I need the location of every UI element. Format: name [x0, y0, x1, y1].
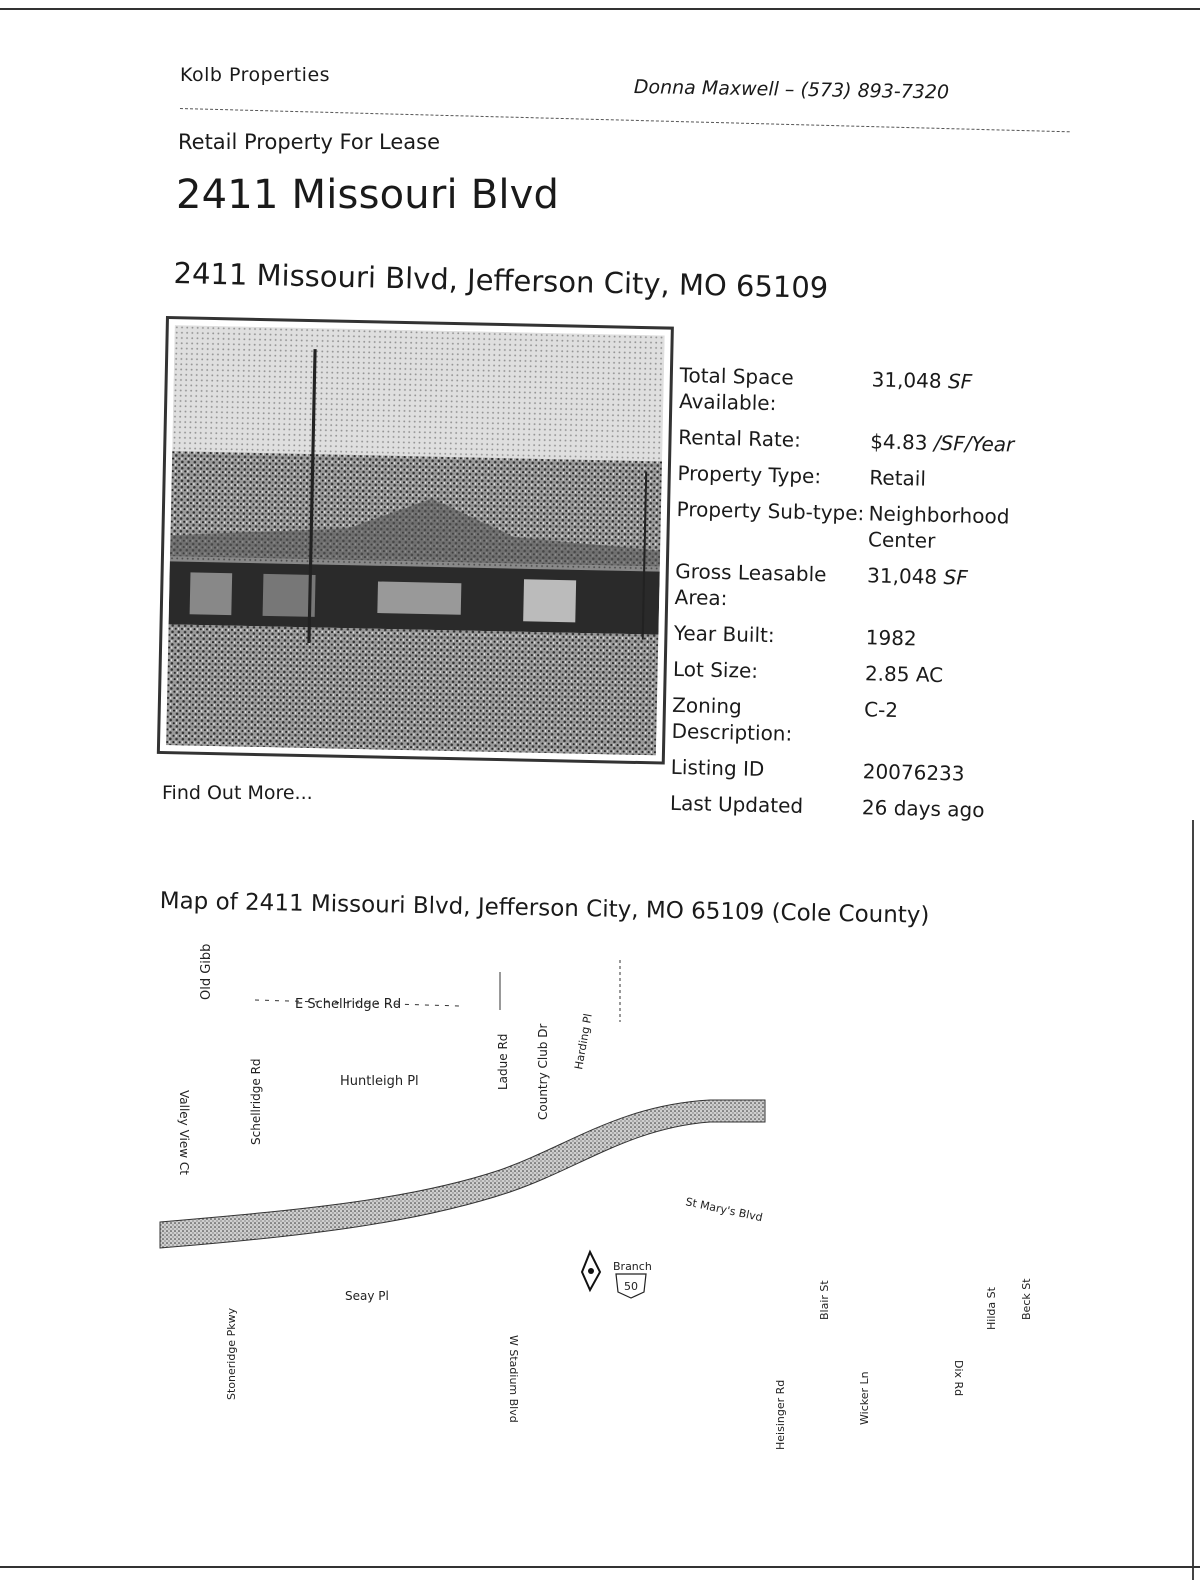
detail-row-year-built — [674, 620, 1034, 654]
location-marker-icon — [582, 1252, 600, 1290]
page-right-border — [1192, 820, 1194, 1580]
detail-row-lot-size — [673, 656, 1033, 690]
detail-row-last-updated — [670, 790, 1030, 824]
street-label-w-stadium: W Stadium Blvd — [507, 1335, 520, 1423]
detail-row-property-type — [677, 460, 1037, 494]
route-shield-icon — [616, 1274, 646, 1298]
street-label-e-schellridge: E Schellridge Rd — [295, 997, 402, 1012]
street-label-wicker: Wicker Ln — [858, 1371, 871, 1425]
detail-label: Last Updated — [669, 790, 804, 818]
detail-label: Year Built: — [673, 620, 775, 648]
street-label-old-gibb: Old Gibb — [199, 943, 214, 1000]
street-map[interactable] — [150, 930, 1050, 1540]
property-details — [669, 362, 1039, 834]
branch-label: Branch — [613, 1260, 652, 1273]
header-divider — [180, 108, 1070, 132]
property-address: 2411 Missouri Blvd, Jefferson City, MO 65109 — [173, 256, 829, 305]
street-label-ladue: Ladue Rd — [496, 1033, 510, 1090]
detail-row-sub-type — [676, 496, 1037, 556]
listing-kind: Retail Property For Lease — [178, 130, 441, 154]
detail-value: 31,048 SF — [866, 563, 969, 590]
street-label-schellridge: Schellridge Rd — [249, 1058, 263, 1145]
page-title: 2411 Missouri Blvd — [176, 172, 560, 218]
street-label-beck: Beck St — [1020, 1278, 1033, 1320]
street-label-dix: Dix Rd — [952, 1360, 965, 1397]
street-label-seay: Seay Pl — [345, 1289, 389, 1303]
detail-label: Rental Rate: — [678, 424, 802, 452]
detail-row-rental-rate — [678, 424, 1038, 458]
detail-label: Property Type: — [677, 460, 822, 489]
detail-value: Retail — [869, 465, 927, 491]
detail-row-listing-id — [671, 754, 1031, 788]
detail-label: Gross Leasable Area: — [674, 558, 827, 611]
company-name: Kolb Properties — [180, 64, 331, 86]
detail-value: 2.85 AC — [864, 661, 944, 688]
detail-label: Zoning Description: — [671, 692, 793, 746]
detail-label: Property Sub-type: — [676, 496, 865, 526]
street-label-heisinger: Heisinger Rd — [774, 1379, 787, 1450]
property-photo — [157, 316, 674, 765]
contact-line: Donna Maxwell – (573) 893-7320 — [633, 76, 950, 104]
street-label-blair: Blair St — [818, 1280, 831, 1320]
detail-row-zoning — [671, 692, 1032, 752]
street-label-harding: Harding Pl — [572, 1012, 595, 1071]
street-label-country-club: Country Club Dr — [536, 1023, 550, 1120]
detail-value: Neighborhood Center — [867, 501, 1010, 553]
map-canvas — [150, 930, 1050, 1540]
detail-label: Total Space Available: — [678, 362, 794, 416]
map-title: Map of 2411 Missouri Blvd, Jefferson City, MO 65109 (Cole County) — [159, 888, 930, 929]
detail-label: Lot Size: — [672, 656, 759, 683]
page-bottom-border — [0, 1566, 1200, 1568]
street-label-valley-view: Valley View Ct — [177, 1090, 191, 1175]
detail-value: 1982 — [865, 625, 917, 651]
street-label-hilda: Hilda St — [985, 1287, 998, 1330]
detail-label: Listing ID — [670, 754, 765, 782]
detail-value: 26 days ago — [861, 795, 985, 823]
street-label-st-marys: St Mary's Blvd — [684, 1195, 764, 1225]
street-label-huntleigh: Huntleigh Pl — [340, 1074, 419, 1089]
detail-row-total-space — [679, 362, 1040, 422]
detail-value: 31,048 SF — [871, 367, 973, 394]
storefront-image — [166, 325, 665, 755]
detail-row-gla — [674, 558, 1035, 618]
detail-value: 20076233 — [862, 759, 965, 786]
detail-value: C-2 — [863, 697, 899, 723]
find-out-more-link[interactable]: Find Out More... — [162, 782, 313, 804]
detail-value: $4.83 /SF/Year — [869, 429, 1015, 457]
route-number: 50 — [624, 1280, 638, 1293]
page-top-border — [0, 8, 1200, 10]
street-label-stoneridge: Stoneridge Pkwy — [225, 1307, 238, 1400]
